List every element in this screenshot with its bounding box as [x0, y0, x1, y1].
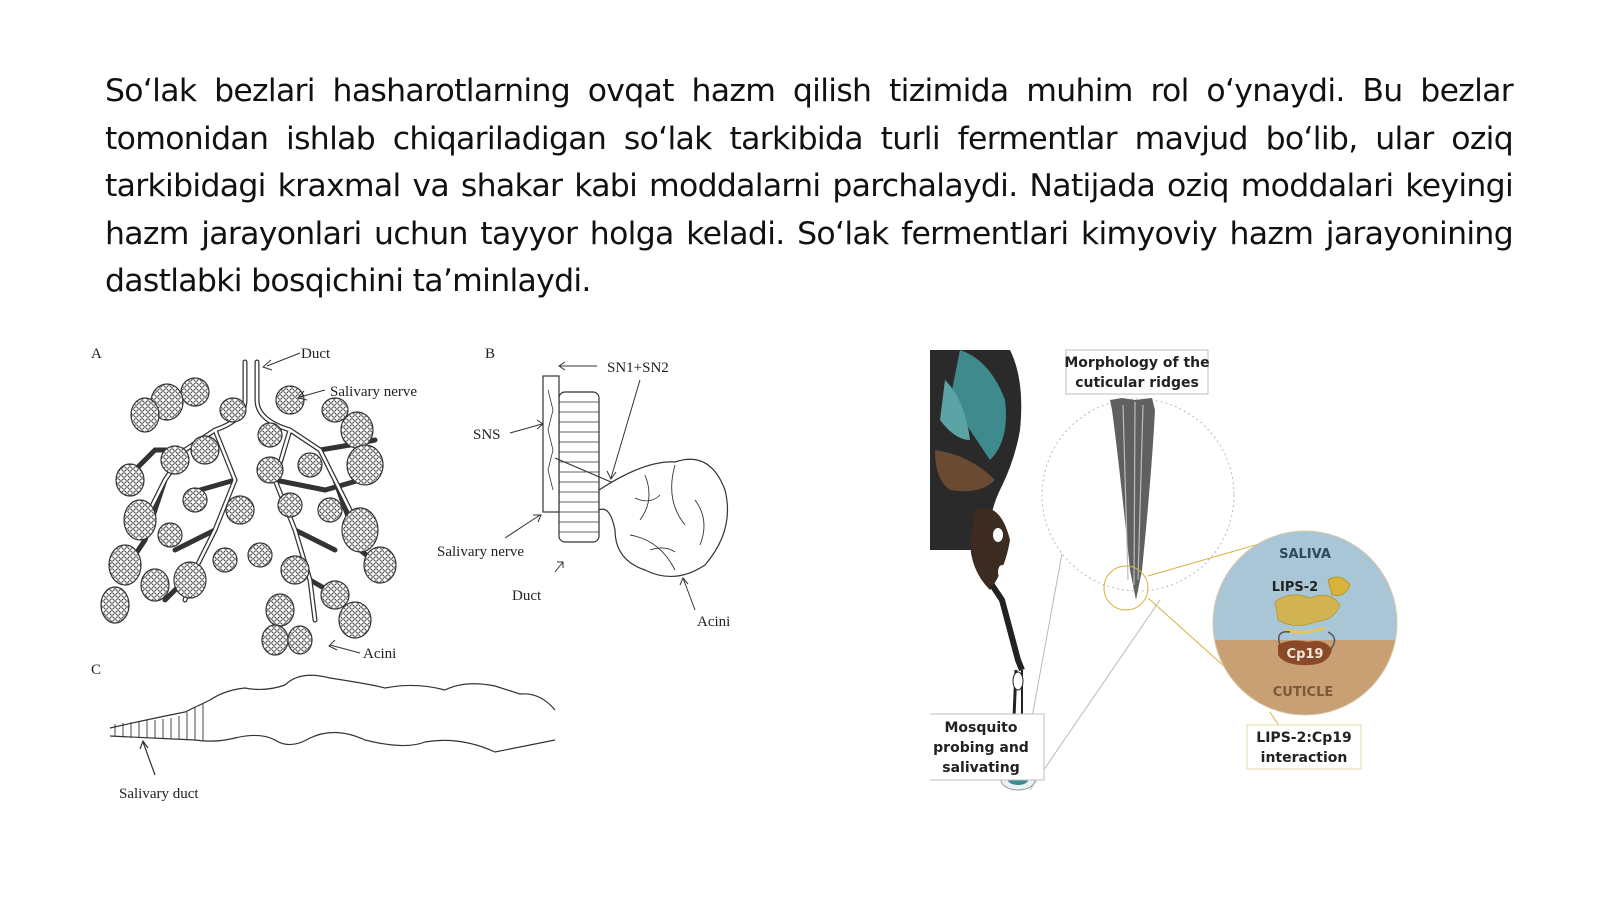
- panel-a-acini-label: Acini: [363, 646, 397, 662]
- cp19-label: Cp19: [1286, 647, 1324, 662]
- panel-c-duct-drawing: [110, 675, 555, 775]
- panel-b-salivary-nerve-label: Salivary nerve: [437, 544, 525, 560]
- mosquito-label-line3: salivating: [942, 760, 1020, 776]
- panel-c-letter: C: [91, 662, 102, 678]
- panel-c-salivary-duct-label: Salivary duct: [119, 786, 199, 802]
- mosquito-label-line1: Mosquito: [944, 720, 1018, 736]
- panel-b-sn-label: SN1+SN2: [607, 360, 669, 376]
- panel-b-duct-label: Duct: [512, 588, 542, 604]
- lips2-label: LIPS-2: [1271, 580, 1319, 595]
- morphology-label-line1: Morphology of the: [1064, 355, 1210, 371]
- saliva-label: SALIVA: [1279, 547, 1331, 562]
- salivary-gland-figure: [85, 340, 745, 815]
- panel-a-duct-label: Duct: [301, 346, 331, 362]
- mosquito-saliva-figure: [930, 340, 1430, 800]
- panel-b-letter: B: [485, 346, 496, 362]
- morphology-label-line2: cuticular ridges: [1075, 375, 1199, 391]
- panel-a-letter: A: [91, 346, 102, 362]
- panel-b-gland-drawing: [543, 376, 728, 576]
- cuticle-label: CUTICLE: [1272, 685, 1334, 700]
- panel-a-salivary-nerve-label: Salivary nerve: [330, 384, 418, 400]
- panel-b-acini-label: Acini: [697, 614, 731, 630]
- interaction-label-line2: interaction: [1260, 750, 1348, 766]
- body-paragraph: So‘lak bezlari hasharotlarning ovqat hazm qilish tizimida muhim rol o‘ynaydi. Bu bezlar tomonidan ishlab chiqariladigan so‘lak tarkibida turli fermentlar mavjud bo‘lib, ular oziq tarkibidagi kraxmal va shakar kabi moddalarni parchalaydi. Natijada oziq moddalari keyingi hazm jarayonlari uchun tayyor holga keladi. So‘lak fermentlari kimyoviy hazm jarayonining dastlabki bosqichini ta’minlaydi.: [105, 73, 1513, 299]
- mosquito-label-line2: probing and: [933, 740, 1029, 756]
- interaction-label-line1: LIPS-2:Cp19: [1256, 730, 1352, 746]
- panel-b-sns-label: SNS: [473, 427, 501, 443]
